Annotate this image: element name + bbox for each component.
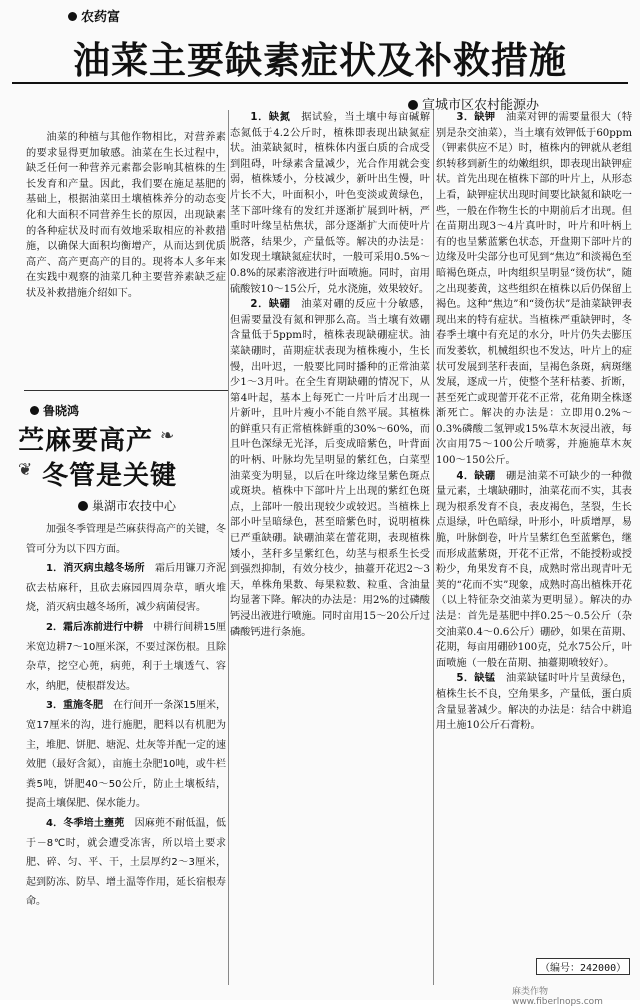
column-rule <box>433 110 434 985</box>
item-text: 油菜对钾的需要量很大（特别是杂交油菜），当土壤有效钾低于60ppm（钾素供应不足）时，植株内的钾就从老组织转移到新生的幼嫩组织，即表现出缺钾症状。首先出现在植株下部的叶片上，从形态上看，缺钾症状出现时间要比缺氮和缺吃一些，一般在作物生长的中期前后才出现。但在苗期出现3～4片真叶时，叶片和叶柄上有的也呈紫蓝紫色状态，开盘期下部叶片的边缘及叶尖部分也可见到“焦边”和淡褐色至暗褐色斑点，叶肉组织呈明显“烫伤状”，随之出现萎黄，这些组织在植株以后仍保留上褐色。这种“焦边”和“烫伤状”是油菜缺钾表现出来的特有症状。当植株严重缺钾时，冬春季土壤中有充足的水分，叶片仍失去膨压而发萎软，机械组织也不发达，叶片上的症状可发展到茎秆表面，呈褐色条斑，病斑继发展，逐成一片，使整个茎秆枯萎、折断，甚至死亡或现蕾开花不正常，花角期全株逐渐死亡。解决的办法是：立即用0.2%～0.3%磷酸二氢钾或15%草木灰浸出液，每次亩用75～100公斤喷雾，并施施草木灰100～150公斤。 <box>436 112 632 467</box>
item-text: 油菜缺锰时叶片呈黄绿色，植株生长不良，空角果多，产量低，蛋白质含量显著减少。解决的办法是：结合中耕追用土施10公斤石膏粉。 <box>436 673 632 732</box>
article1-byline-text: 宣城市区农村能源办 <box>422 98 540 113</box>
item-heading: 1．消灭病虫越冬场所 <box>46 563 145 575</box>
article2-title-line1: 苎麻要高产 <box>18 426 154 456</box>
article1-item <box>436 671 632 733</box>
item-heading: 5．缺锰 <box>456 673 496 685</box>
column-rule <box>228 110 229 985</box>
watermark: 麻类作物 www.fiberlnops.com <box>512 987 603 1007</box>
item-heading: 4．冬季培土壅蔸 <box>46 817 125 829</box>
article2-byline <box>78 497 176 514</box>
article1-intro-text: 油菜的种植与其他作物相比，对营养素的要求显得更加敏感。油菜在生长过程中，缺乏任何一种营养元素都会影响其植株的生长发育和产量。因此，我们要在施足基肥的基础上，根据油菜田土壤植株养分的动态变化和大面积不同营养生长的原因，出现缺素的各种症状及时而有效地采取相应的补救措施，以确保大面积均衡增产，从而达到优质高产、高产更高产的目的。现将本人多年来在实践中观察的油菜几种主要营养素缺乏症状及补救措施介绍如下。 <box>26 132 226 299</box>
bullet-icon <box>68 12 77 21</box>
item-heading: 1．缺氮 <box>250 112 291 123</box>
item-text: 油菜对硼的反应十分敏感，但需要量没有氮和钾那么高。当土壤有效硼含量低于5ppm时，植株表现缺硼症状。油菜缺硼时，苗期症状表现为植株瘦小，生长慢，出叶迟，一般要比同时播种的正常油菜少1～3月叶。在全生育期缺硼的情况下，从第4叶起，基本上每死亡一片叶后才出现一片新叶，且叶片瘦小不能自然平展。其植株的鲜重只有正常植株鲜重的30%～60%，而且叶色深绿无光泽，后变成暗紫色，叶背面的叶柄、叶脉均先呈明显的紫红色，白菜型油菜变为明显，以后在叶缘边缘呈紫色斑点或斑块。植株中下部叶片上出现的紫红色斑点，上部叶一般出现较少或较迟。当植株上部小叶呈暗绿色，甚至暗紫色时，说明植株已严重缺硼。缺硼油菜在蕾花期，表现植株矮小，茎秆多呈紫红色，幼茎与根系生长受到强烈抑制，有效分枝少，抽薹开花迟2～3天，单株角果数、每果粒数、粒重、含油量均显著下降。解决的办法是：用2%的过磷酸钙浸出液进行喷施。同时亩用15～20公斤过磷酸钙进行条施。 <box>230 299 430 638</box>
item-text: 硼是油菜不可缺少的一种微量元素，土壤缺硼时，油菜花而不实，其表现为根系发育不良，表皮褐色，茎裂，生长点退绿，叶色暗绿，叶形小，叶质增厚，易脆，叶脉倒卷，叶片呈紫红色至蓝紫色，继而形成蓝紫斑，开花不正常，不能授粉或授粉少，角果发育不良，成熟时常出现青叶无荚的“花而不实”现象，成熟时高出植株开花（以上特征杂交油菜为更明显）。解决的办法是：首先是基肥中拌0.25～0.5公斤（杂交油菜0.4～0.6公斤）硼砂，如果在苗期、花期，每亩用硼砂100克，兑水75公斤，叶面喷施（一般在苗期、抽薹期喷较好）。 <box>436 470 632 669</box>
item-text: 霜后用镰刀齐泥砍去枯麻秆，且砍去麻园四周杂草，晒火堆烧，消灭病虫越冬场所，减少病菌侵害。 <box>26 563 226 614</box>
leaf-ornament-icon: ❦ <box>18 460 33 480</box>
section-tag-text: 农药富 <box>81 10 121 25</box>
bullet-icon <box>78 501 88 511</box>
reference-code: （编号：242000） <box>536 958 630 975</box>
article1-column-middle <box>230 110 430 990</box>
article1-intro <box>26 130 226 370</box>
article2-item <box>26 696 226 814</box>
article2-body <box>26 520 226 980</box>
article1-item <box>436 469 632 672</box>
section2-tag <box>30 402 79 419</box>
article2-byline-text: 巢湖市农技中心 <box>92 499 177 513</box>
column-divider <box>24 390 228 391</box>
article1-column-right <box>436 110 632 950</box>
item-text: 因麻蔸不耐低温，低于－8℃时，就会遭受冻害，所以培土要求肥、碎、匀、平、干，土层厚约2～3厘米，起到防冻、防旱、增土温等作用，延长宿根寿命。 <box>26 817 226 908</box>
article2-title-line2: 冬管是关键 <box>42 461 178 491</box>
bullet-icon <box>30 406 39 415</box>
article1-item <box>230 110 430 297</box>
leaf-ornament-icon: ❧ <box>160 426 175 446</box>
bullet-icon <box>408 100 418 110</box>
article2-item <box>26 814 226 912</box>
article2-item <box>26 559 226 618</box>
title-divider <box>12 82 628 84</box>
section2-tag-text: 鲁晓鸿 <box>43 404 80 418</box>
item-text: 中耕行间耕15厘米宽边耕7～10厘米深，不要过深伤根。且除杂草，挖空心蔸，病蔸，利于土壤透气、容水，纳肥，使根群发达。 <box>26 621 226 692</box>
item-text: 在行间开一条深15厘米，宽17厘米的沟，进行施肥，肥料以有机肥为主，堆肥、饼肥、塘泥、灶灰等并配一定的速效肥（最好含氮），亩施土杂肥10吨，或牛栏粪5吨，饼肥40～50公斤，防止土壤板结，提高土壤保肥、保水能力。 <box>26 700 226 810</box>
item-heading: 2．缺硼 <box>250 299 291 311</box>
item-heading: 2．霜后冻前进行中耕 <box>46 621 144 633</box>
item-heading: 3．重施冬肥 <box>46 700 104 712</box>
article1-title: 油菜主要缺素症状及补救措施 <box>73 39 567 82</box>
item-heading: 4．缺硼 <box>456 470 496 482</box>
section-tag <box>68 6 120 25</box>
article1-item <box>230 297 430 640</box>
article2-item <box>26 618 226 696</box>
item-text: 据试验，当土壤中每亩碱解态氮低于4.2公斤时，植株即表现出缺氮症状。油菜缺氮时，植株体内蛋白质的合成受到阻碍，叶绿素含量减少，光合作用就会变弱，植株矮小，分枝减少，新叶出生慢，叶片长不大，叶面积小，叶色变淡或黄绿色，茎下部叶缘有的发红并逐渐扩展到叶柄，严重时叶缘呈枯焦状，部分逐渐扩大而使叶片脱落，结果少，产量低等。解决的办法是：如发现土壤缺氮症状时，一般可采用0.5%～0.8%的尿素溶液进行叶面喷施。同时，亩用硫酸铵10～15公斤，兑水浇施，效果较好。 <box>230 112 430 295</box>
article1-item <box>436 110 632 469</box>
article2-intro-text: 加强冬季管理是苎麻获得高产的关键，冬管可分为以下四方面。 <box>26 524 226 555</box>
item-heading: 3．缺钾 <box>456 112 496 123</box>
